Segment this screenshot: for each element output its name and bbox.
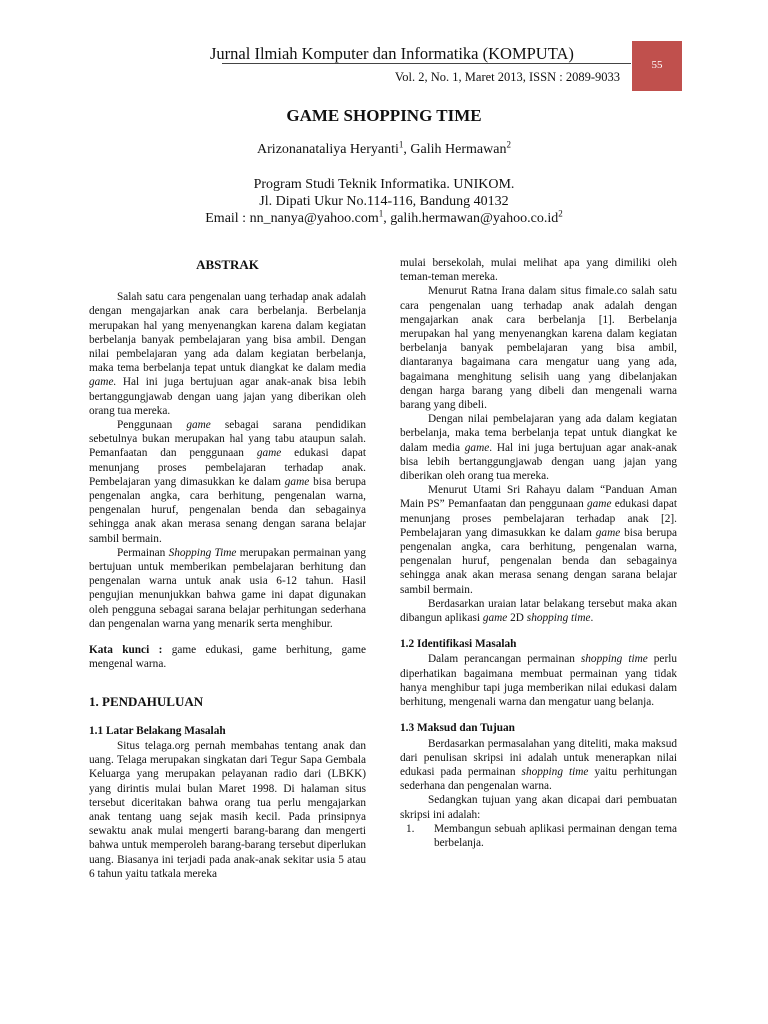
subsection-1-3-heading: 1.3 Maksud dan Tujuan bbox=[400, 722, 515, 735]
email-line bbox=[0, 210, 768, 227]
section-1-heading: 1. PENDAHULUAN bbox=[89, 694, 204, 710]
email-1: Email : nn_nanya@yahoo.com bbox=[205, 211, 379, 226]
right-paragraph-2: Dengan nilai pembelajaran yang ada dalam kegiatan berbelanja, maka tema berbelanja tepat untuk diangkat ke dalam media game. Hal ini juga bertujuan agar anak-anak bisa lebih bertanggungjawab dengan uang jajan yang diberikan oleh orang tua mereka. bbox=[400, 413, 677, 483]
list-item bbox=[400, 822, 677, 850]
right-paragraph-0: mulai bersekolah, mulai melihat apa yang dimiliki oleh teman-teman mereka. bbox=[400, 257, 677, 284]
email-2-sup: 2 bbox=[558, 208, 563, 219]
right-column bbox=[400, 256, 677, 850]
right-paragraph-5: Dalam perancangan permainan shopping time perlu diperhatikan bagaimana membuat permainan yang tidak hanya menghibur tapi juga memberikan nilai edukasi dalam berhitung, mengenali warna dan mengatur uang belanja. bbox=[400, 653, 677, 709]
subsection-1-2-heading: 1.2 Identifikasi Masalah bbox=[400, 638, 517, 651]
abstract-paragraph-1: Salah satu cara pengenalan uang terhadap anak adalah dengan mengajarkan anak cara berbelanja. Berbelanja merupakan hal yang menyenangkan karena dalam kegiatan berbelanja banyak pembelajaran yang bisa ambil. Dengan nilai pembelajaran yang ada dalam kegiatan berbelanja, maka tema berbelanja tepat untuk diangkat ke dalam media game. Hal ini juga bertujuan agar anak-anak bisa lebih bertanggungjawab dengan uang jajan yang diberikan oleh orang tua mereka. bbox=[89, 291, 366, 417]
right-paragraph-3: Menurut Utami Sri Rahayu dalam “Panduan Aman Main PS” Pemanfaatan dan penggunaan game edukasi dapat menunjang proses pembelajaran terhadap anak [2]. Pembelajaran yang dimasukkan ke dalam game bisa berupa pengenalan angka, cara berhitung, pengenalan warna, pengenalan huruf, pengenalan benda dan sebagainya sehingga anak akan merasa senang dengan sarana belajar sambil bermain. bbox=[400, 484, 677, 596]
abstract-paragraph-2: Penggunaan game sebagai sarana pendidikan sebetulnya bukan merupakan hal yang tabu ataupun salah. Pemanfaatan dan penggunaan game edukasi dapat menunjang proses pembelajaran terhadap anak. Pembelajaran yang dimasukkan ke dalam game bisa berupa pengenalan angka, cara berhitung, pengenalan warna, pengenalan huruf, pengenalan benda dan sebagainya sehingga anak akan merasa senang dengan sarana belajar sambil bermain. bbox=[89, 419, 367, 545]
author-2: Galih Hermawan bbox=[410, 142, 507, 157]
author-2-sup: 2 bbox=[506, 139, 511, 150]
page-number-badge: 55 bbox=[632, 41, 682, 91]
subsection-1-1-heading: 1.1 Latar Belakang Masalah bbox=[89, 724, 226, 737]
affiliation: Program Studi Teknik Informatika. UNIKOM. bbox=[253, 177, 515, 192]
list-number: 1. bbox=[406, 822, 415, 835]
left-column bbox=[89, 256, 366, 881]
abstract-heading: ABSTRAK bbox=[196, 257, 259, 272]
address: Jl. Dipati Ukur No.114-116, Bandung 40132 bbox=[259, 194, 509, 209]
paper-title: GAME SHOPPING TIME bbox=[286, 106, 482, 125]
email-2: , galih.hermawan@yahoo.co.id bbox=[383, 211, 559, 226]
author-separator: , bbox=[403, 142, 411, 157]
right-paragraph-7: Sedangkan tujuan yang akan dicapai dari pembuatan skripsi ini adalah: bbox=[400, 794, 677, 821]
affiliation-block bbox=[0, 176, 768, 227]
email-1-sup: 1 bbox=[378, 208, 384, 219]
right-paragraph-4: Berdasarkan uraian latar belakang tersebut maka akan dibangun aplikasi game 2D shopping time. bbox=[400, 597, 677, 625]
authors bbox=[0, 139, 768, 158]
keywords: Kata kunci : game edukasi, game berhitung, game mengenal warna. bbox=[89, 644, 366, 671]
right-paragraph-6: Berdasarkan permasalahan yang diteliti, maka maksud dari penulisan skripsi ini adalah untuk menerapkan nilai edukasi pada permainan shopping time yaitu perhitungan sederhana dan pengenalan warna. bbox=[400, 737, 678, 793]
author-1-sup: 1 bbox=[398, 139, 404, 150]
header-rule bbox=[222, 63, 631, 64]
journal-title: Jurnal Ilmiah Komputer dan Informatika (KOMPUTA) bbox=[210, 44, 574, 63]
volume-line: Vol. 2, No. 1, Maret 2013, ISSN : 2089-9033 bbox=[394, 70, 620, 84]
list-text: Membangun sebuah aplikasi permainan dengan tema berbelanja. bbox=[434, 822, 677, 849]
right-paragraph-1: Menurut Ratna Irana dalam situs fimale.co salah satu cara pengenalan uang terhadap anak adalah dengan mengajarkan anak cara berbelanja [1]. Berbelanja merupakan hal yang menyenangkan karena dalam kegiatan berbelanja banyak pembelajaran yang bisa ambil, diantaranya bagaimana cara mengatur uang yang ada, bagaimana menghitung selisih uang yang dibelanjakan dengan harga barang yang dibeli dan mengenali warna barang yang dibeli. bbox=[400, 285, 677, 412]
intro-paragraph-1: Situs telaga.org pernah membahas tentang anak dan uang. Telaga merupakan singkatan dari Tegur Sapa Gembala Keluarga yang merupakan pelayanan radio dari (LBKK) yang dirintis mulai bulan Maret 1998. Di halaman situs tersebut diceritakan bahwa orang tua perlu mengajarkan anak tentang uang sejak masih kecil. Pada prinsipnya sewaktu anak mulai mengerti barang-barang dan mengerti bahwa untuk memperoleh barang-barang tersebut diperlukan uang. Biasanya ini terjadi pada anak-anak sekitar usia 5 atau 6 tahun yaitu tatkala mereka bbox=[89, 739, 366, 880]
author-1: Arizonanataliya Heryanti bbox=[257, 142, 399, 157]
abstract-paragraph-3: Permainan Shopping Time merupakan permainan yang bertujuan untuk memberikan pembelajaran berhitung dan pengenalan warna untuk anak usia 6-12 tahun. Hasil pengujian menunjukkan bahwa game ini dapat digunakan oleh pengguna sebagai sarana belajar perhitungan sederhana dan pengenalan warna yang menarik serta menghibur. bbox=[89, 546, 366, 630]
